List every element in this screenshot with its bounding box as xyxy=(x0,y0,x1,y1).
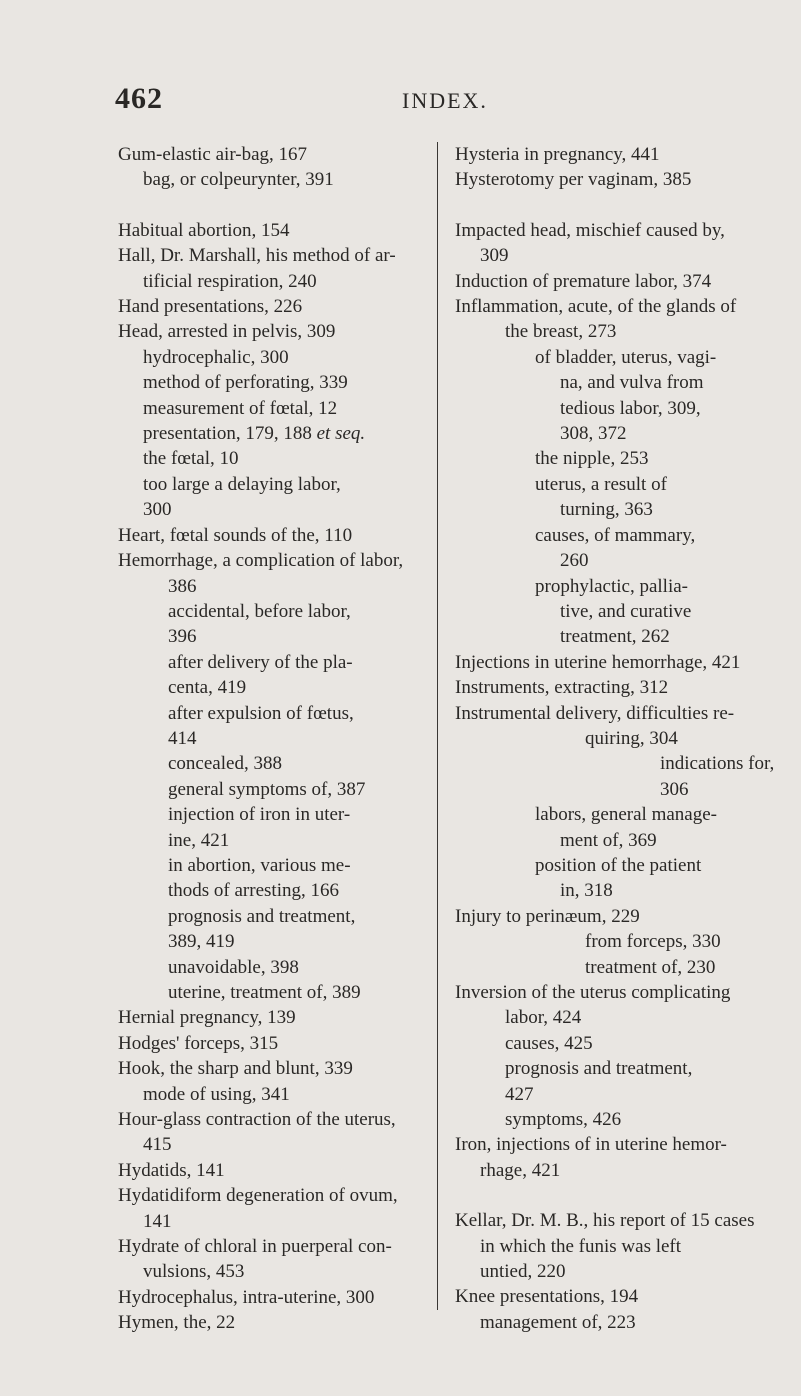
index-column-right xyxy=(455,142,783,1335)
index-entry: Hernial pregnancy, 139 xyxy=(118,1007,296,1029)
index-subentry: labors, general manage- xyxy=(535,804,717,826)
index-subentry: the nipple, 253 xyxy=(535,448,649,470)
index-subentry: treatment of, 230 xyxy=(585,956,716,978)
index-subentry: causes, of mammary, xyxy=(535,524,696,546)
index-continuation: 396 xyxy=(168,626,197,648)
index-subentry: the fœtal, 10 xyxy=(143,448,239,470)
index-entry: Hour-glass contraction of the uterus, xyxy=(118,1109,396,1131)
index-continuation: vulsions, 453 xyxy=(143,1261,245,1283)
index-continuation: 309 xyxy=(480,245,509,267)
running-head: INDEX. xyxy=(402,88,488,113)
spacer xyxy=(455,193,783,218)
index-subentry xyxy=(118,421,434,446)
index-continuation: in, 318 xyxy=(560,880,613,902)
index-continuation: in which the funis was left xyxy=(480,1235,682,1257)
index-subentry: prognosis and treatment, xyxy=(168,905,356,927)
index-continuation: 427 xyxy=(505,1083,534,1105)
column-divider xyxy=(437,142,438,1310)
index-subentry: prophylactic, pallia- xyxy=(535,575,688,597)
index-continuation: treatment, 262 xyxy=(560,626,670,648)
index-subentry: too large a delaying labor, xyxy=(143,473,341,495)
index-entry: Hook, the sharp and blunt, 339 xyxy=(118,1058,353,1080)
index-entry: Hemorrhage, a complication of labor, xyxy=(118,550,404,572)
index-continuation: 386 xyxy=(168,575,197,597)
index-entry: Iron, injections of in uterine hemor- xyxy=(455,1134,727,1156)
index-continuation: tedious labor, 309, xyxy=(560,397,701,419)
index-continuation: centa, 419 xyxy=(168,677,247,699)
index-continuation: 306 xyxy=(660,778,689,800)
spacer xyxy=(118,193,434,218)
index-subentry: injection of iron in uter- xyxy=(168,804,351,826)
index-subentry: unavoidable, 398 xyxy=(168,956,299,978)
index-subentry: management of, 223 xyxy=(480,1311,636,1333)
index-subentry: after expulsion of fœtus, xyxy=(168,702,354,724)
index-entry: Instruments, extracting, 312 xyxy=(455,677,669,699)
index-continuation: the breast, 273 xyxy=(505,321,617,343)
index-subentry: symptoms, 426 xyxy=(505,1109,622,1131)
index-entry: Kellar, Dr. M. B., his report of 15 cases xyxy=(455,1210,755,1232)
index-subentry: indications for, xyxy=(660,753,775,775)
spacer xyxy=(455,1183,783,1208)
index-text: presentation, 179, 188 xyxy=(143,423,312,445)
index-entry: Hymen, the, 22 xyxy=(118,1312,236,1334)
index-subentry: after delivery of the pla- xyxy=(168,651,353,673)
index-entry: Heart, fœtal sounds of the, 110 xyxy=(118,524,353,546)
index-subentry: uterine, treatment of, 389 xyxy=(168,982,361,1003)
index-entry: Hysteria in pregnancy, 441 xyxy=(455,144,660,165)
index-continuation: 300 xyxy=(143,499,172,521)
index-continuation: 414 xyxy=(168,727,197,749)
index-entry: Injections in uterine hemorrhage, 421 xyxy=(455,651,741,673)
index-continuation: 415 xyxy=(143,1134,172,1156)
index-continuation: labor, 424 xyxy=(505,1007,582,1029)
index-entry: Hydrate of chloral in puerperal con- xyxy=(118,1236,392,1258)
index-entry: Instrumental delivery, difficulties re- xyxy=(455,702,735,724)
index-italic: et seq. xyxy=(316,423,366,445)
index-entry: Injury to perinæum, 229 xyxy=(455,905,640,927)
index-continuation: ment of, 369 xyxy=(560,829,657,851)
index-subentry: position of the patient xyxy=(535,854,702,876)
index-subentry: mode of using, 341 xyxy=(143,1083,290,1105)
index-continuation: 141 xyxy=(143,1210,172,1232)
index-entry: Hodges' forceps, 315 xyxy=(118,1032,279,1054)
index-continuation: turning, 363 xyxy=(560,499,653,521)
index-entry: Inflammation, acute, of the glands of xyxy=(455,296,737,318)
index-subentry: bag, or colpeurynter, 391 xyxy=(143,169,334,191)
index-continuation: 260 xyxy=(560,550,589,572)
index-entry: Hand presentations, 226 xyxy=(118,296,303,318)
index-continuation: untied, 220 xyxy=(480,1261,566,1283)
index-entry: Hysterotomy per vaginam, 385 xyxy=(455,169,692,191)
index-entry: Inversion of the uterus complicating xyxy=(455,982,731,1003)
index-continuation: quiring, 304 xyxy=(585,727,678,749)
index-subentry: of bladder, uterus, vagi- xyxy=(535,346,717,368)
index-entry: Habitual abortion, 154 xyxy=(118,219,290,241)
index-continuation: 308, 372 xyxy=(560,423,627,445)
index-continuation: ine, 421 xyxy=(168,829,230,851)
index-entry: Hall, Dr. Marshall, his method of ar- xyxy=(118,245,396,267)
index-entry: Gum-elastic air-bag, 167 xyxy=(118,144,308,165)
index-subentry: general symptoms of, 387 xyxy=(168,778,366,800)
index-entry: Hydrocephalus, intra-uterine, 300 xyxy=(118,1286,375,1308)
index-entry: Knee presentations, 194 xyxy=(455,1286,639,1308)
index-subentry: concealed, 388 xyxy=(168,753,282,775)
index-entry: Impacted head, mischief caused by, xyxy=(455,219,725,241)
index-continuation: thods of arresting, 166 xyxy=(168,880,339,902)
index-continuation: tive, and curative xyxy=(560,600,692,622)
index-column-left xyxy=(118,142,434,1336)
index-subentry: uterus, a result of xyxy=(535,473,667,495)
page-number: 462 xyxy=(115,82,163,115)
index-subentry: from forceps, 330 xyxy=(585,931,721,953)
index-entry: Hydatidiform degeneration of ovum, xyxy=(118,1185,398,1207)
index-continuation: rhage, 421 xyxy=(480,1159,561,1181)
index-subentry: accidental, before labor, xyxy=(168,600,351,622)
index-entry: Induction of premature labor, 374 xyxy=(455,270,712,292)
index-entry: Head, arrested in pelvis, 309 xyxy=(118,321,336,343)
index-subentry: method of perforating, 339 xyxy=(143,372,348,394)
index-continuation: na, and vulva from xyxy=(560,372,704,394)
index-subentry: causes, 425 xyxy=(505,1032,593,1054)
index-entry: Hydatids, 141 xyxy=(118,1159,225,1181)
index-subentry: hydrocephalic, 300 xyxy=(143,346,289,368)
index-subentry: in abortion, various me- xyxy=(168,854,351,876)
index-subentry: prognosis and treatment, xyxy=(505,1058,693,1080)
index-continuation: 389, 419 xyxy=(168,931,235,953)
index-continuation: tificial respiration, 240 xyxy=(143,270,317,292)
index-subentry: measurement of fœtal, 12 xyxy=(143,397,338,419)
